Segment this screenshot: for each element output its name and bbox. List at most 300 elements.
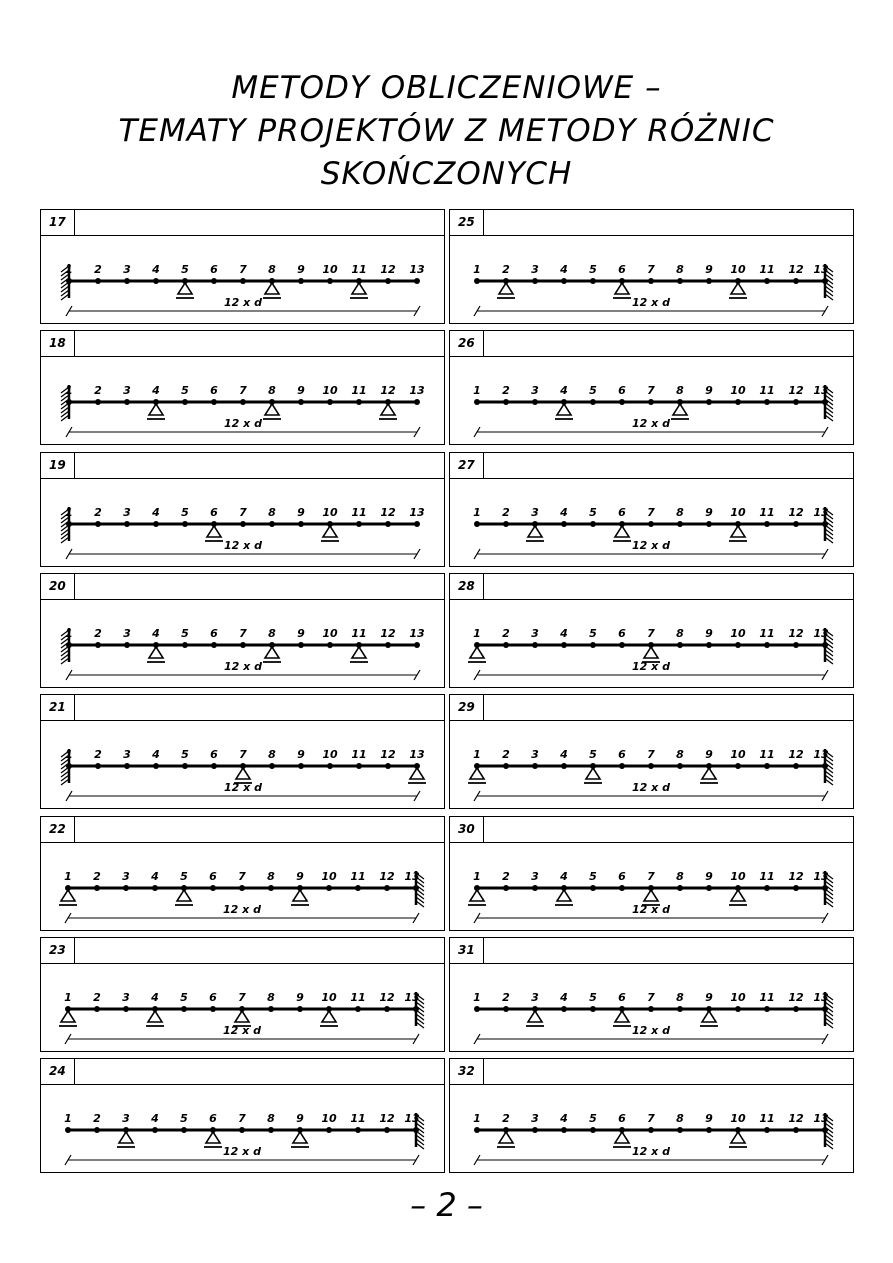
pin-support-icon: [265, 283, 279, 294]
node-label: 5: [181, 748, 189, 762]
beam-node: [764, 399, 770, 405]
node-label: 13: [409, 384, 425, 398]
beam-node: [793, 1006, 799, 1012]
topic-number: 23: [41, 938, 75, 963]
pin-support-icon: [673, 404, 687, 415]
beam-node: [326, 1127, 332, 1133]
node-label: 1: [65, 263, 73, 276]
node-label: 9: [705, 384, 713, 398]
beam-node: [503, 521, 509, 527]
topic-panel: [449, 452, 854, 567]
node-label: 3: [531, 990, 539, 1004]
beam-node: [735, 642, 741, 648]
pin-support-icon: [293, 1132, 307, 1143]
pin-support-icon: [119, 1132, 133, 1143]
beam-node: [677, 278, 683, 284]
pin-support-icon: [178, 283, 192, 294]
node-label: 7: [647, 626, 655, 640]
node-label: 3: [531, 1112, 539, 1126]
beam-node: [297, 1006, 303, 1012]
node-label: 11: [759, 626, 775, 640]
node-label: 4: [560, 626, 568, 640]
beam-node: [94, 1006, 100, 1012]
beam-node: [648, 278, 654, 284]
beam-node: [764, 763, 770, 769]
topic-panel: [449, 694, 854, 809]
beam-node: [298, 399, 304, 405]
pin-support-icon: [615, 1132, 629, 1143]
beam-node: [384, 885, 390, 891]
pin-support-icon: [149, 404, 163, 415]
topic-panel: [40, 452, 445, 567]
pin-support-icon: [148, 1011, 162, 1022]
beam-node: [210, 885, 216, 891]
topic-number: 29: [450, 695, 484, 720]
beam-node: [413, 885, 419, 891]
beam-node: [474, 521, 480, 527]
beam-node: [66, 521, 72, 527]
beam-node: [648, 1006, 654, 1012]
node-label: 5: [181, 384, 189, 398]
node-label: 9: [705, 263, 713, 276]
node-label: 4: [151, 990, 159, 1004]
beam-node: [648, 1127, 654, 1133]
node-label: 7: [238, 990, 246, 1004]
node-label: 12: [788, 505, 804, 519]
node-label: 6: [618, 505, 626, 519]
node-label: 5: [589, 505, 597, 519]
beam-node: [355, 1127, 361, 1133]
beam-node: [590, 1127, 596, 1133]
panel-header: [41, 574, 444, 600]
beam-node: [590, 399, 596, 405]
node-label: 1: [473, 263, 481, 276]
node-label: 9: [705, 626, 713, 640]
node-label: 7: [647, 869, 655, 883]
topic-number: 19: [41, 453, 75, 478]
topic-panel: [40, 330, 445, 445]
beam-node: [648, 521, 654, 527]
node-label: 2: [502, 263, 510, 276]
node-label: 10: [730, 505, 746, 519]
node-label: 10: [322, 505, 338, 519]
beam-node: [532, 399, 538, 405]
node-label: 10: [322, 384, 338, 398]
node-label: 6: [618, 626, 626, 640]
beam-node: [793, 763, 799, 769]
node-label: 5: [181, 505, 189, 519]
beam-node: [95, 399, 101, 405]
beam-node: [764, 642, 770, 648]
node-label: 5: [589, 748, 597, 762]
beam-diagram: [41, 357, 444, 443]
beam-node: [327, 642, 333, 648]
node-label: 2: [502, 990, 510, 1004]
beam-node: [66, 642, 72, 648]
node-label: 13: [813, 505, 829, 519]
node-label: 7: [647, 384, 655, 398]
beam-node: [385, 278, 391, 284]
beam-node: [413, 1006, 419, 1012]
beam-node: [648, 763, 654, 769]
node-label: 1: [473, 869, 481, 883]
node-label: 13: [813, 990, 829, 1004]
beam-diagram: [41, 479, 444, 565]
panel-header: [41, 817, 444, 843]
beam-node: [298, 278, 304, 284]
node-label: 8: [268, 263, 276, 276]
pin-support-icon: [557, 890, 571, 901]
beam-node: [153, 521, 159, 527]
node-label: 1: [65, 748, 73, 762]
node-label: 3: [123, 505, 131, 519]
beam-node: [677, 885, 683, 891]
node-label: 10: [322, 263, 338, 276]
beam-node: [503, 642, 509, 648]
node-label: 6: [618, 384, 626, 398]
node-label: 6: [618, 263, 626, 276]
beam-node: [298, 763, 304, 769]
node-label: 2: [93, 990, 101, 1004]
node-label: 1: [65, 505, 73, 519]
node-label: 3: [531, 748, 539, 762]
node-label: 4: [560, 748, 568, 762]
node-label: 11: [759, 384, 775, 398]
node-label: 1: [473, 1112, 481, 1126]
node-label: 7: [647, 1112, 655, 1126]
node-label: 3: [123, 626, 131, 640]
node-label: 10: [321, 1112, 337, 1126]
panel-header: [450, 695, 853, 721]
node-label: 4: [152, 505, 160, 519]
pin-support-icon: [499, 283, 513, 294]
beam-node: [240, 642, 246, 648]
beam-node: [327, 278, 333, 284]
node-label: 4: [151, 869, 159, 883]
beam-node: [384, 1006, 390, 1012]
node-label: 7: [647, 263, 655, 276]
node-label: 7: [239, 384, 247, 398]
beam-node: [822, 763, 828, 769]
beam-node: [619, 885, 625, 891]
pin-support-icon: [470, 768, 484, 779]
beam-node: [153, 278, 159, 284]
pin-support-icon: [731, 526, 745, 537]
node-label: 1: [64, 990, 72, 1004]
node-label: 8: [676, 626, 684, 640]
node-label: 2: [502, 384, 510, 398]
node-label: 10: [730, 626, 746, 640]
node-label: 2: [502, 748, 510, 762]
topic-number: 18: [41, 331, 75, 356]
beam-node: [66, 278, 72, 284]
node-label: 3: [122, 869, 130, 883]
panel-header: [450, 817, 853, 843]
beam-node: [822, 642, 828, 648]
node-label: 10: [730, 1112, 746, 1126]
beam-node: [677, 1006, 683, 1012]
title-line-3: SKOŃCZONYCH: [320, 156, 573, 192]
span-label: 12 x d: [632, 296, 670, 309]
node-label: 11: [351, 263, 367, 276]
panel-header: [41, 331, 444, 357]
node-label: 8: [267, 990, 275, 1004]
beam-diagram: [41, 236, 444, 322]
node-label: 12: [380, 748, 396, 762]
node-label: 6: [210, 505, 218, 519]
node-label: 1: [473, 505, 481, 519]
beam-node: [414, 399, 420, 405]
panel-header: [450, 453, 853, 479]
node-label: 8: [268, 384, 276, 398]
beam-node: [153, 763, 159, 769]
node-label: 13: [409, 505, 425, 519]
span-label: 12 x d: [224, 659, 262, 673]
node-label: 4: [152, 263, 160, 276]
node-label: 5: [180, 1112, 188, 1126]
node-label: 5: [589, 384, 597, 398]
beam-diagram: [450, 964, 853, 1050]
node-label: 6: [618, 748, 626, 762]
span-label: 12 x d: [632, 902, 670, 916]
beam-node: [532, 642, 538, 648]
pin-support-icon: [702, 1011, 716, 1022]
node-label: 3: [123, 384, 131, 398]
node-label: 7: [647, 505, 655, 519]
beam-node: [532, 1127, 538, 1133]
beam-node: [414, 642, 420, 648]
beam-node: [764, 885, 770, 891]
topic-number: 27: [450, 453, 484, 478]
pin-support-icon: [235, 1011, 249, 1022]
beam-node: [268, 1127, 274, 1133]
beam-node: [356, 763, 362, 769]
node-label: 9: [297, 505, 305, 519]
node-label: 9: [297, 263, 305, 276]
beam-node: [124, 278, 130, 284]
topic-panel: [449, 330, 854, 445]
span-label: 12 x d: [223, 1145, 261, 1159]
beam-node: [590, 885, 596, 891]
beam-node: [735, 1006, 741, 1012]
node-label: 6: [210, 748, 218, 762]
topic-number: 30: [450, 817, 484, 842]
node-label: 10: [730, 384, 746, 398]
pin-support-icon: [265, 404, 279, 415]
beam-diagram: [450, 721, 853, 807]
beam-node: [385, 642, 391, 648]
beam-node: [561, 763, 567, 769]
node-label: 4: [152, 748, 160, 762]
beam-node: [211, 642, 217, 648]
topic-number: 25: [450, 210, 484, 235]
beam-node: [590, 521, 596, 527]
beam-node: [619, 642, 625, 648]
beam-diagram: [41, 1085, 444, 1171]
beam-node: [356, 521, 362, 527]
node-label: 12: [788, 990, 804, 1004]
topic-number: 28: [450, 574, 484, 599]
beam-diagram: [41, 843, 444, 929]
beam-node: [474, 399, 480, 405]
node-label: 13: [409, 626, 425, 640]
beam-node: [123, 1006, 129, 1012]
topic-panel: [40, 694, 445, 809]
beam-node: [355, 885, 361, 891]
node-label: 12: [380, 626, 396, 640]
beam-node: [764, 1127, 770, 1133]
node-label: 2: [94, 263, 102, 276]
node-label: 5: [589, 626, 597, 640]
beam-diagram: [41, 721, 444, 807]
node-label: 6: [210, 263, 218, 276]
node-label: 12: [788, 1112, 804, 1126]
node-label: 4: [560, 990, 568, 1004]
beam-node: [532, 763, 538, 769]
beam-node: [239, 1127, 245, 1133]
beam-node: [327, 763, 333, 769]
node-label: 5: [589, 1112, 597, 1126]
node-label: 5: [589, 263, 597, 276]
beam-node: [124, 399, 130, 405]
beam-node: [677, 521, 683, 527]
panel-header: [41, 1059, 444, 1085]
beam-node: [210, 1006, 216, 1012]
pin-support-icon: [381, 404, 395, 415]
node-label: 11: [759, 1112, 775, 1126]
beam-node: [239, 885, 245, 891]
beam-node: [211, 399, 217, 405]
pin-support-icon: [149, 647, 163, 658]
pin-support-icon: [586, 768, 600, 779]
beam-node: [152, 885, 158, 891]
node-label: 7: [238, 869, 246, 883]
node-label: 2: [94, 748, 102, 762]
pin-support-icon: [731, 890, 745, 901]
beam-node: [240, 278, 246, 284]
node-label: 1: [473, 748, 481, 762]
beam-node: [590, 642, 596, 648]
node-label: 4: [152, 626, 160, 640]
node-label: 13: [813, 626, 829, 640]
node-label: 12: [380, 263, 396, 276]
beam-node: [355, 1006, 361, 1012]
topic-number: 26: [450, 331, 484, 356]
beam-node: [706, 885, 712, 891]
node-label: 13: [813, 869, 829, 883]
node-label: 9: [296, 990, 304, 1004]
beam-node: [822, 521, 828, 527]
pin-support-icon: [528, 526, 542, 537]
node-label: 7: [239, 626, 247, 640]
beam-node: [298, 521, 304, 527]
node-label: 5: [589, 990, 597, 1004]
beam-node: [181, 1006, 187, 1012]
node-label: 13: [404, 1112, 420, 1126]
beam-node: [706, 1127, 712, 1133]
node-label: 10: [730, 748, 746, 762]
node-label: 2: [93, 1112, 101, 1126]
node-label: 5: [181, 263, 189, 276]
beam-node: [124, 521, 130, 527]
beam-node: [268, 885, 274, 891]
node-label: 10: [321, 869, 337, 883]
panel-header: [450, 574, 853, 600]
span-label: 12 x d: [224, 781, 262, 795]
node-label: 8: [267, 1112, 275, 1126]
node-label: 13: [813, 748, 829, 762]
node-label: 4: [560, 384, 568, 398]
node-label: 11: [350, 1112, 366, 1126]
node-label: 8: [676, 990, 684, 1004]
beam-node: [793, 642, 799, 648]
node-label: 4: [560, 869, 568, 883]
beam-node: [706, 399, 712, 405]
pin-support-icon: [352, 283, 366, 294]
beam-node: [822, 278, 828, 284]
beam-node: [414, 521, 420, 527]
beam-node: [503, 399, 509, 405]
pin-support-icon: [265, 647, 279, 658]
node-label: 1: [473, 384, 481, 398]
beam-node: [590, 1006, 596, 1012]
node-label: 8: [676, 748, 684, 762]
beam-node: [590, 278, 596, 284]
node-label: 11: [759, 748, 775, 762]
node-label: 2: [502, 505, 510, 519]
span-label: 12 x d: [224, 538, 262, 552]
beam-node: [240, 399, 246, 405]
panel-header: [450, 210, 853, 236]
topic-panel: [40, 1058, 445, 1173]
node-label: 3: [531, 505, 539, 519]
beam-node: [95, 521, 101, 527]
span-label: 12 x d: [223, 1023, 261, 1037]
span-label: 12 x d: [632, 417, 670, 431]
pin-support-icon: [61, 890, 75, 901]
beam-node: [793, 521, 799, 527]
node-label: 10: [321, 990, 337, 1004]
node-label: 7: [238, 1112, 246, 1126]
beam-node: [561, 521, 567, 527]
page-number: – 2 –: [410, 1186, 483, 1224]
beam-diagram: [450, 236, 853, 322]
beam-node: [706, 521, 712, 527]
node-label: 2: [93, 869, 101, 883]
beam-node: [385, 763, 391, 769]
node-label: 8: [267, 869, 275, 883]
span-label: 12 x d: [632, 1145, 670, 1159]
beam-node: [66, 763, 72, 769]
node-label: 3: [122, 1112, 130, 1126]
node-label: 12: [379, 990, 395, 1004]
pin-support-icon: [731, 1132, 745, 1143]
panel-header: [450, 331, 853, 357]
beam-node: [124, 763, 130, 769]
node-label: 8: [676, 1112, 684, 1126]
node-label: 1: [64, 1112, 72, 1126]
pin-support-icon: [410, 768, 424, 779]
beam-node: [94, 1127, 100, 1133]
beam-node: [735, 399, 741, 405]
node-label: 4: [152, 384, 160, 398]
beam-node: [503, 763, 509, 769]
beam-node: [182, 399, 188, 405]
beam-diagram: [450, 357, 853, 443]
beam-node: [793, 1127, 799, 1133]
beam-node: [561, 1006, 567, 1012]
pin-support-icon: [322, 1011, 336, 1022]
